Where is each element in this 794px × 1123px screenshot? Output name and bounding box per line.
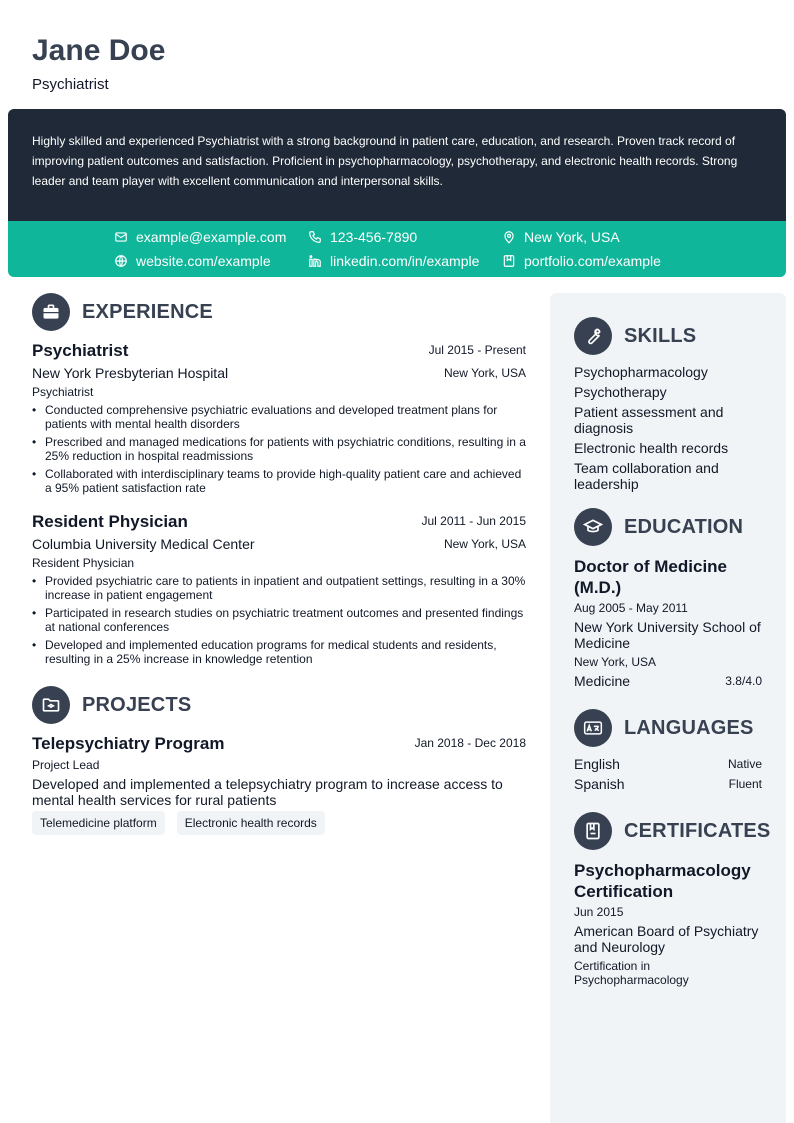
project-dates: Jan 2018 - Dec 2018 bbox=[414, 736, 526, 750]
education-degree: Doctor of Medicine (M.D.) bbox=[574, 557, 728, 597]
globe-icon bbox=[114, 254, 128, 268]
contact-phone[interactable] bbox=[308, 227, 417, 247]
tag: Telemedicine platform bbox=[32, 811, 165, 835]
education-heading bbox=[574, 508, 743, 546]
briefcase-icon bbox=[32, 293, 70, 331]
candidate-name: Jane Doe bbox=[32, 34, 166, 67]
job-company: New York Presbyterian Hospital bbox=[32, 365, 229, 381]
translate-icon bbox=[574, 709, 612, 747]
certificates-title: CERTIFICATES bbox=[624, 819, 771, 842]
education-school: New York University School of Medicine bbox=[574, 619, 761, 651]
portfolio-text: portfolio.com/example bbox=[524, 253, 661, 269]
job-position: Psychiatrist bbox=[32, 341, 129, 360]
certificate-date: Jun 2015 bbox=[574, 905, 624, 919]
list-item: Electronic health records bbox=[574, 440, 729, 456]
project-name: Telepsychiatry Program bbox=[32, 734, 225, 753]
projects-title: PROJECTS bbox=[82, 693, 192, 716]
language-name: English bbox=[574, 756, 620, 772]
job-role: Resident Physician bbox=[32, 556, 135, 570]
education-gpa: 3.8/4.0 bbox=[725, 674, 762, 688]
contact-website[interactable] bbox=[114, 251, 271, 271]
linkedin-text: linkedin.com/in/example bbox=[330, 253, 480, 269]
list-item: • Provided psychiatric care to patients in inpatient and outpatient settings, resulting in a 30% increase in patient engagement bbox=[32, 574, 528, 602]
job-location: New York, USA bbox=[443, 537, 526, 551]
education-location: New York, USA bbox=[574, 655, 657, 669]
resume-header bbox=[32, 34, 165, 93]
summary-section bbox=[8, 109, 786, 221]
list-item: Psychotherapy bbox=[574, 384, 667, 400]
certificate-book-icon bbox=[574, 812, 612, 850]
mail-icon bbox=[114, 230, 128, 244]
job-company: Columbia University Medical Center bbox=[32, 536, 255, 552]
email-text: example@example.com bbox=[136, 229, 287, 245]
education-title: EDUCATION bbox=[624, 515, 744, 538]
contact-bar bbox=[8, 221, 786, 277]
experience-title: EXPERIENCE bbox=[82, 300, 213, 323]
contact-linkedin[interactable] bbox=[308, 251, 479, 271]
skills-heading bbox=[574, 317, 696, 355]
job-dates: Jul 2015 - Present bbox=[428, 343, 526, 357]
job-role: Psychiatrist bbox=[32, 385, 94, 399]
language-name: Spanish bbox=[574, 776, 625, 792]
candidate-title: Psychiatrist bbox=[32, 76, 109, 93]
projects-heading bbox=[32, 686, 191, 724]
project-role: Project Lead bbox=[32, 758, 100, 772]
list-item: • Conducted comprehensive psychiatric evaluations and developed treatment plans for patients with mental health disorders bbox=[32, 403, 528, 431]
language-level: Fluent bbox=[728, 777, 762, 791]
project-description: Developed and implemented a telepsychiatry program to increase access to mental health services for rural patients bbox=[32, 776, 503, 808]
certificate-issuer: American Board of Psychiatry and Neurology bbox=[574, 923, 759, 955]
graduation-cap-icon bbox=[574, 508, 612, 546]
list-item: Psychopharmacology bbox=[574, 364, 708, 380]
portfolio-icon bbox=[502, 254, 516, 268]
contact-email[interactable] bbox=[114, 227, 286, 247]
tag: Electronic health records bbox=[177, 811, 325, 835]
certificate-name: Psychopharmacology Certification bbox=[574, 861, 751, 901]
summary-text: Highly skilled and experienced Psychiatrist with a strong background in patient care, education, and research. Proven track record of improving patient outcomes and satisfaction. Proficient in psychopharmacology, psychotherapy, and electronic health records. Strong leader and team player with excellent communication and interpersonal skills. bbox=[32, 134, 738, 188]
job-bullets bbox=[32, 574, 528, 670]
website-text: website.com/example bbox=[136, 253, 271, 269]
job-dates: Jul 2011 - Jun 2015 bbox=[421, 514, 526, 528]
list-item: Team collaboration and leadership bbox=[574, 460, 719, 492]
contact-location bbox=[502, 227, 620, 247]
phone-icon bbox=[308, 230, 322, 244]
education-field: Medicine bbox=[574, 673, 631, 689]
language-level: Native bbox=[727, 757, 762, 771]
list-item: • Participated in research studies on psychiatric treatment outcomes and presented findings at national conferences bbox=[32, 606, 528, 634]
phone-text: 123-456-7890 bbox=[330, 229, 418, 245]
job-position: Resident Physician bbox=[32, 512, 188, 531]
project-tags bbox=[32, 811, 337, 835]
languages-title: LANGUAGES bbox=[624, 716, 754, 739]
linkedin-icon bbox=[308, 254, 322, 268]
list-item: Patient assessment and diagnosis bbox=[574, 404, 724, 436]
job-location: New York, USA bbox=[443, 366, 526, 380]
location-text: New York, USA bbox=[524, 229, 620, 245]
certificate-description: Certification in Psychopharmacology bbox=[574, 959, 689, 987]
certificates-heading bbox=[574, 812, 770, 850]
skills-title: SKILLS bbox=[624, 324, 697, 347]
list-item: • Developed and implemented education programs for medical students and residents, resulting in a 25% increase in knowledge retention bbox=[32, 638, 528, 666]
folder-icon bbox=[32, 686, 70, 724]
languages-heading bbox=[574, 709, 754, 747]
education-dates: Aug 2005 - May 2011 bbox=[574, 601, 688, 615]
experience-heading bbox=[32, 293, 213, 331]
location-pin-icon bbox=[502, 230, 516, 244]
wrench-icon bbox=[574, 317, 612, 355]
list-item: • Collaborated with interdisciplinary teams to provide high-quality patient care and achieved a 95% patient satisfaction rate bbox=[32, 467, 528, 495]
list-item: • Prescribed and managed medications for patients with psychiatric conditions, resulting in a 25% reduction in hospital readmissions bbox=[32, 435, 528, 463]
job-bullets bbox=[32, 403, 528, 499]
contact-portfolio[interactable] bbox=[502, 251, 661, 271]
